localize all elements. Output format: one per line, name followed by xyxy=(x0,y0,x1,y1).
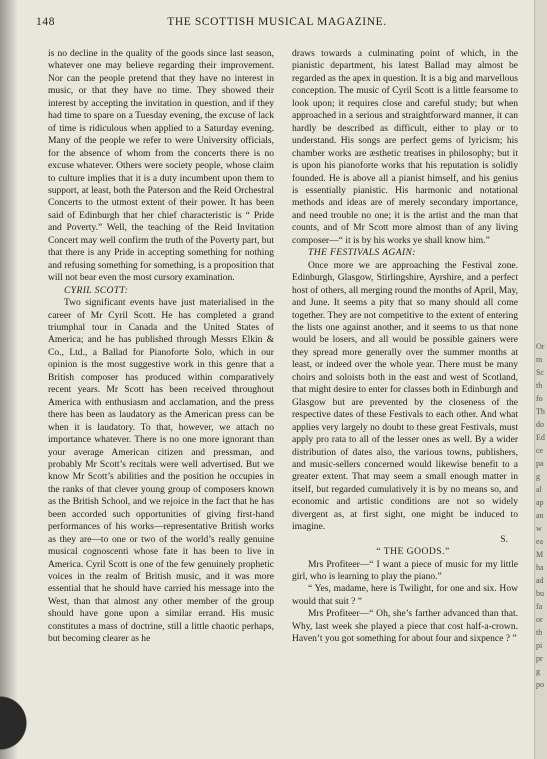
page-header xyxy=(36,16,518,30)
thumb-shadow xyxy=(0,669,36,759)
facing-page-fragment: bu xyxy=(536,589,544,598)
goods-paragraph-3: Mrs Profiteer—“ Oh, she’s farther advanced than that. Why, last week she played a piece that cost half-a-crown. Haven’t you got something for about four and sixpence ? ” xyxy=(292,608,518,645)
page-number: 148 xyxy=(36,16,56,28)
facing-page-fragment: ce xyxy=(536,446,544,455)
facing-page-fragment: Ed xyxy=(536,433,545,442)
facing-page-edge xyxy=(534,0,547,759)
running-title: THE SCOTTISH MUSICAL MAGAZINE. xyxy=(167,16,387,28)
facing-page-fragment: ap xyxy=(536,498,544,507)
facing-page-fragment: w xyxy=(536,524,542,533)
intro-paragraph: is no decline in the quality of the goods since last season, whatever one may believe regarding their improvement. Nor can the people pretend that they have no interest in music, or that they have no time. They showed their interest by accepting the invitation in question, and if they had time to spare on a Tuesday evening, the excuse of lack of time is ridiculous when applied to a Saturday evening. Many of the people we refer to were University officials, for the absence of whom from the concerts there is no excuse whatever. Others were society people, whose claim to culture implies that it is a duty incumbent upon them to support, at least, both the Paterson and the Reid Orchestral Concerts to the utmost extent of their power. It has been said of Edinburgh that her chief characteristic is “ Pride and Poverty.” Well, the teaching of the Reid Invitation Concert may well confirm the truth of the Poverty part, but that there is any Pride in accepting something for nothing and refusing something for something, is a proposition that will not bear even the most cursory examination. xyxy=(48,48,274,284)
facing-page-fragment: m xyxy=(536,355,543,364)
facing-page-fragment: po xyxy=(536,680,544,689)
facing-page-fragment: do xyxy=(536,420,544,429)
facing-page-fragment: Sc xyxy=(536,368,544,377)
facing-page-fragment: or xyxy=(536,615,543,624)
right-column xyxy=(292,48,518,646)
facing-page-fragment: al xyxy=(536,485,542,494)
goods-paragraph-2: “ Yes, madame, here is Twilight, for one and six. How would that suit ? ” xyxy=(292,583,518,607)
facing-page-fragment: pi xyxy=(536,641,543,650)
facing-page-fragment: ha xyxy=(536,563,544,572)
section-heading-cyril-scott: CYRIL SCOTT: xyxy=(64,284,129,296)
cyril-scott-paragraph: Two significant events have just materialised in the career of Mr Cyril Scott. He has completed a grand triumphal tour in Canada and the United States of America; and he has published through Messrs Elkin & Co., Ltd., a Ballad for Pianoforte Solo, which in our opinion is the most suggestive work in this genre that a British composer has produced within comparatively recent years. Mr Scott has been received throughout America with enthusiasm and acclamation, and the press there has been as laudatory as the American press can be when it is laudatory. To that, however, we attach no importance whatever. There is no one more ignorant than your average American citizen and pressman, and probably Mr Scott’s recitals were well advertised. But we know Mr Scott’s abilities and the position he occupies in the ranks of that clever young group of composers known as the British School, and we rejoice in the fact that he has been accorded such opportunities of giving first-hand performances of his works—representative British works as they are—to one or two of the world’s really genuine musical cognoscenti whose fate it has been to live in America. Cyril Scott is one of the few genuinely prophetic voices in the realm of British music, and it was more essential that he should have carried his message into the West, than that almost any other member of the group should have gone upon a similar errand. His music constitutes a mass of doctrine, still a little chaotic perhaps, but becoming clearer as he xyxy=(48,297,274,645)
facing-page-fragment: fo xyxy=(536,394,543,403)
left-column xyxy=(48,48,274,646)
section-heading-festivals: THE FESTIVALS AGAIN: xyxy=(308,247,416,259)
continuation-paragraph: draws towards a culminating point of which, in the pianistic department, his latest Ballad may almost be regarded as the apex in question. It is a big and marvellous conception. The music of Cyril Scott is a little fearsome to look upon; it requires close and careful study; but when approached in a serious and straightforward manner, it can hardly be described as difficult, either to play or to understand. His songs are perfect gems of lyricism; his chamber works are æsthetic treatises in philosophy; but it is upon his pianoforte works that his reputation is solidly founded. He is above all a pianist himself, and his genius is essentially pianistic. His harmonic and notational methods and ideas are of merely secondary importance, and need trouble no one; it is the artist and the man that counts, and of Mr Scott more almost than of any living composer—“ it is by his works ye shall know him.” xyxy=(292,48,518,246)
facing-page-fragment: Or xyxy=(536,342,545,351)
facing-page-fragment: Th xyxy=(536,407,545,416)
facing-page-fragment: pa xyxy=(536,459,544,468)
facing-page-fragment: g xyxy=(536,472,540,481)
spine-shadow xyxy=(0,0,18,759)
festivals-paragraph: Once more we are approaching the Festival zone. Edinburgh, Glasgow, Stirlingshire, Ayrshire, and a perfect host of others, all merging round the months of April, May, and June. It seems a pity that so many should all come together. They are not competitive to the extent of entering the lists one against another, and it seems to us that none would be losers, and all would be possible gainers were they spread more generally over the summer months at least, or indeed over the whole year. There must be many choirs and soloists both in the east and west of Scotland, that might desire to enter for classes both in Edinburgh and Glasgow but are prevented by the closeness of the respective dates of these Festivals to each other. And what applies very largely no doubt to these great Festivals, must apply pro rata to all of the lesser ones as well. By a wider distribution of dates also, the various towns, publishers, and music-sellers concerned would likewise benefit to a greater extent. That may seem a small enough matter in itself, but regarded cumulatively it is by no means so, and economic and artistic conditions are not so widely divergent as, at first sight, one might be induced to imagine. xyxy=(292,259,518,533)
facing-page-fragment: g xyxy=(536,667,540,676)
facing-page-fragment: M xyxy=(536,550,544,559)
facing-page-fragment: ea xyxy=(536,537,544,546)
facing-page-fragment: th xyxy=(536,628,543,637)
facing-page-fragment: th xyxy=(536,381,543,390)
section-heading-goods: “ THE GOODS.” xyxy=(376,546,450,558)
facing-page-fragment: fa xyxy=(536,602,543,611)
facing-page-fragment: ad xyxy=(536,576,544,585)
author-signature: S. xyxy=(500,533,508,545)
goods-paragraph-1: Mrs Profiteer—“ I want a piece of music for my little girl, who is learning to play the piano.” xyxy=(292,558,518,583)
facing-page-fragment: pr xyxy=(536,654,543,663)
facing-page-fragment: an xyxy=(536,511,544,520)
